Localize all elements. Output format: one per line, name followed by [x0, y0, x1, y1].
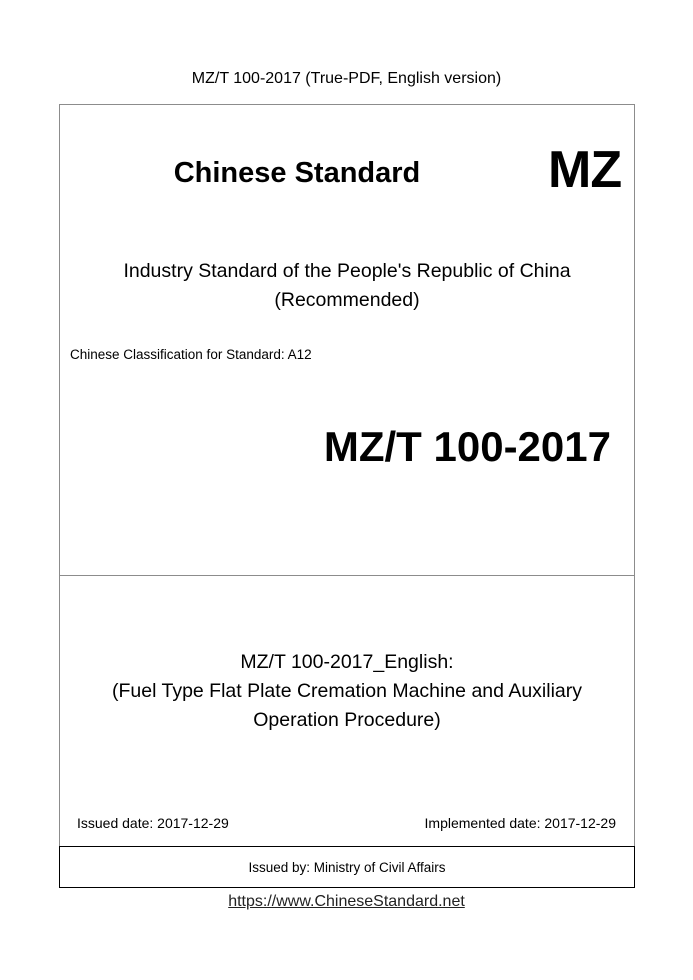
title-line-1: MZ/T 100-2017_English:	[240, 651, 454, 673]
industry-line-2: (Recommended)	[274, 289, 420, 311]
document-title	[59, 648, 635, 735]
brand-code: MZ	[548, 141, 622, 199]
brand-title: Chinese Standard	[173, 157, 421, 189]
cover-frame	[59, 104, 635, 886]
issuer-box	[59, 846, 635, 888]
classification-label: Chinese Classification for Standard: A12	[70, 347, 312, 362]
industry-line-1: Industry Standard of the People's Republic of China	[123, 260, 571, 282]
standard-number: MZ/T 100-2017	[323, 423, 611, 470]
issued-date: Issued date: 2017-12-29	[77, 815, 229, 831]
website-link[interactable]: https://www.ChineseStandard.net	[228, 893, 465, 910]
page-header: MZ/T 100-2017 (True-PDF, English version)	[191, 70, 502, 87]
title-line-2: (Fuel Type Flat Plate Cremation Machine and Auxiliary	[111, 680, 583, 702]
cover-divider	[59, 575, 635, 576]
implemented-date: Implemented date: 2017-12-29	[424, 815, 616, 831]
industry-standard-caption	[59, 257, 635, 315]
footer	[0, 893, 693, 911]
issued-by: Issued by: Ministry of Civil Affairs	[248, 859, 446, 875]
title-line-3: Operation Procedure)	[253, 709, 441, 731]
